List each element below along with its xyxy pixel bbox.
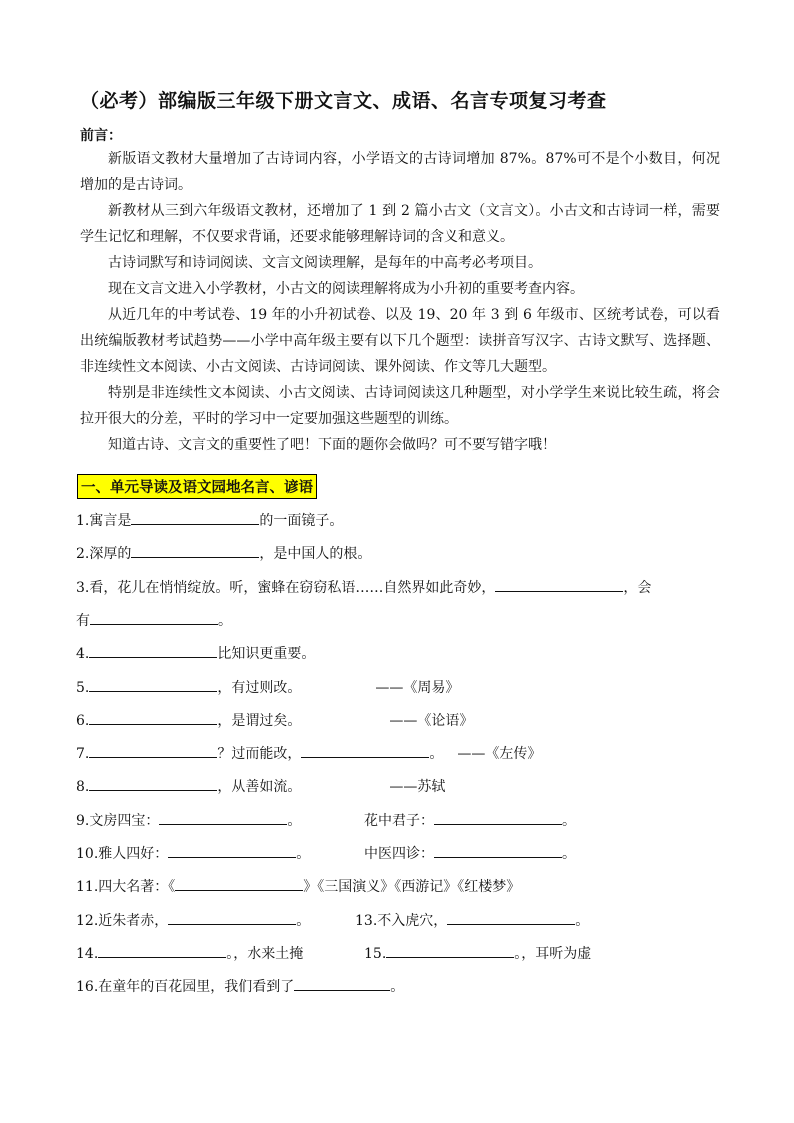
intro-paragraph-5: 从近几年的中考试卷、19 年的小升初试卷、以及 19、20 年 3 到 6 年级市、区统考试卷，可以看出统编版教材考试趋势——小学中高年级主要有以下几个题型：读拼音写汉字、古诗文默写、选择题、非连续性文本阅读、小古文阅读、古诗词阅读、课外阅读、作文等几大题型。 [80,307,720,375]
question-text: 6. [76,713,90,729]
question-7 [76,742,541,764]
answer-blank[interactable] [294,975,390,991]
answer-blank[interactable] [89,742,217,758]
quote-source: ——《论语》 [389,713,474,729]
question-text: ，会 [623,580,652,596]
question-text: 4. [76,646,90,662]
answer-blank[interactable] [131,542,259,558]
question-13 [355,909,589,931]
question-14 [76,942,303,964]
page-title: （必考）部编版三年级下册文言文、成语、名言专项复习考查 [80,90,607,112]
question-text: 8. [76,779,90,795]
answer-blank[interactable] [168,909,296,925]
question-text: 9.文房四宝： [76,813,160,829]
question-3-continued [76,609,232,631]
answer-blank[interactable] [386,942,514,958]
intro-label: 前言： [80,128,122,144]
question-9-part-b [364,809,576,831]
question-16 [76,975,404,997]
intro-paragraph-3: 古诗词默写和诗词阅读、文言文阅读理解，是每年的中高考必考项目。 [108,255,542,271]
question-text: 中医四诊： [364,846,434,862]
question-text: 10.雅人四好： [76,846,169,862]
question-text: ，是谓过矣。 [217,713,302,729]
question-text: 》《三国演义》《西游记》《红楼梦》 [303,879,521,895]
question-text: 15. [364,946,387,962]
question-3 [76,576,651,598]
question-text: 花中君子： [364,813,434,829]
question-text: 11.四大名著：《 [76,879,176,895]
answer-blank[interactable] [90,609,218,625]
question-text: 5. [76,680,90,696]
question-4 [76,642,315,664]
question-11 [76,875,520,897]
answer-blank[interactable] [159,809,287,825]
question-text: 。 [429,746,444,762]
answer-blank[interactable] [89,775,217,791]
answer-blank[interactable] [447,909,575,925]
answer-blank[interactable] [89,676,217,692]
question-text: 7. [76,746,90,762]
answer-blank[interactable] [89,709,217,725]
answer-blank[interactable] [175,875,303,891]
question-text: 比知识更重要。 [217,646,316,662]
intro-paragraph-4: 现在文言文进入小学教材，小古文的阅读理解将成为小升初的重要考查内容。 [108,281,584,297]
intro-paragraph-7: 知道古诗、文言文的重要性了吧！下面的题你会做吗？可不要写错字哦！ [108,437,556,453]
answer-blank[interactable] [98,942,226,958]
question-text: ？过而能改， [217,746,302,762]
question-text: 12.近朱者赤， [76,913,169,929]
question-text: 13.不入虎穴， [355,913,448,929]
question-8 [76,775,445,797]
quote-source: ——《左传》 [457,746,542,762]
quote-source: ——《周易》 [375,680,460,696]
question-15 [364,942,591,964]
question-text: 。 [562,813,576,829]
question-text: 。 [562,846,576,862]
question-6 [76,709,473,731]
question-text: 。 [296,846,311,862]
answer-blank[interactable] [168,842,296,858]
answer-blank[interactable] [434,842,562,858]
question-10 [76,842,310,864]
question-text: 。 [575,913,590,929]
question-5 [76,676,459,698]
question-text: ，有过则改。 [217,680,302,696]
question-text: ，是中国人的根。 [259,546,372,562]
question-text: 16.在童年的百花园里，我们看到了 [76,979,295,995]
question-text: 3.看，花儿在悄悄绽放。听，蜜蜂在窃窃私语……自然界如此奇妙， [76,580,496,596]
answer-blank[interactable] [89,642,217,658]
quote-source: ——苏轼 [389,779,446,795]
intro-paragraph-6: 特别是非连续性文本阅读、小古文阅读、古诗词阅读这几种题型，对小学学生来说比较生疏，将会拉开很大的分差，平时的学习中一定要加强这些题型的训练。 [80,385,720,427]
question-text: 。，水来土掩 [226,946,304,962]
answer-blank[interactable] [131,509,259,525]
question-text: 2.深厚的 [76,546,132,562]
question-text: 的一面镜子。 [259,513,344,529]
question-12 [76,909,310,931]
question-text: 。 [390,979,405,995]
intro-paragraph-1: 新版语文教材大量增加了古诗词内容，小学语文的古诗词增加 87%。87%可不是个小数目，何况增加的是古诗词。 [80,151,720,193]
answer-blank[interactable] [434,809,562,825]
question-text: 。 [218,613,232,629]
question-text: 。，耳听为虚 [514,946,592,962]
question-text: 有 [76,613,90,629]
question-1 [76,509,343,531]
question-9 [76,809,301,831]
question-text: 1.寓言是 [76,513,132,529]
question-text: ，从善如流。 [217,779,302,795]
intro-paragraph-2: 新教材从三到六年级语文教材，还增加了 1 到 2 篇小古文（文言文）。小古文和古诗词一样，需要学生记忆和理解，不仅要求背诵，还要求能够理解诗词的含义和意义。 [80,203,720,245]
answer-blank[interactable] [495,576,623,592]
section-heading: 一、单元导读及语文园地名言、谚语 [77,474,317,499]
question-text: 。 [296,913,311,929]
answer-blank[interactable] [301,742,429,758]
question-text: 14. [76,946,99,962]
question-2 [76,542,371,564]
question-text: 。 [287,813,302,829]
question-10-part-b [364,842,576,864]
